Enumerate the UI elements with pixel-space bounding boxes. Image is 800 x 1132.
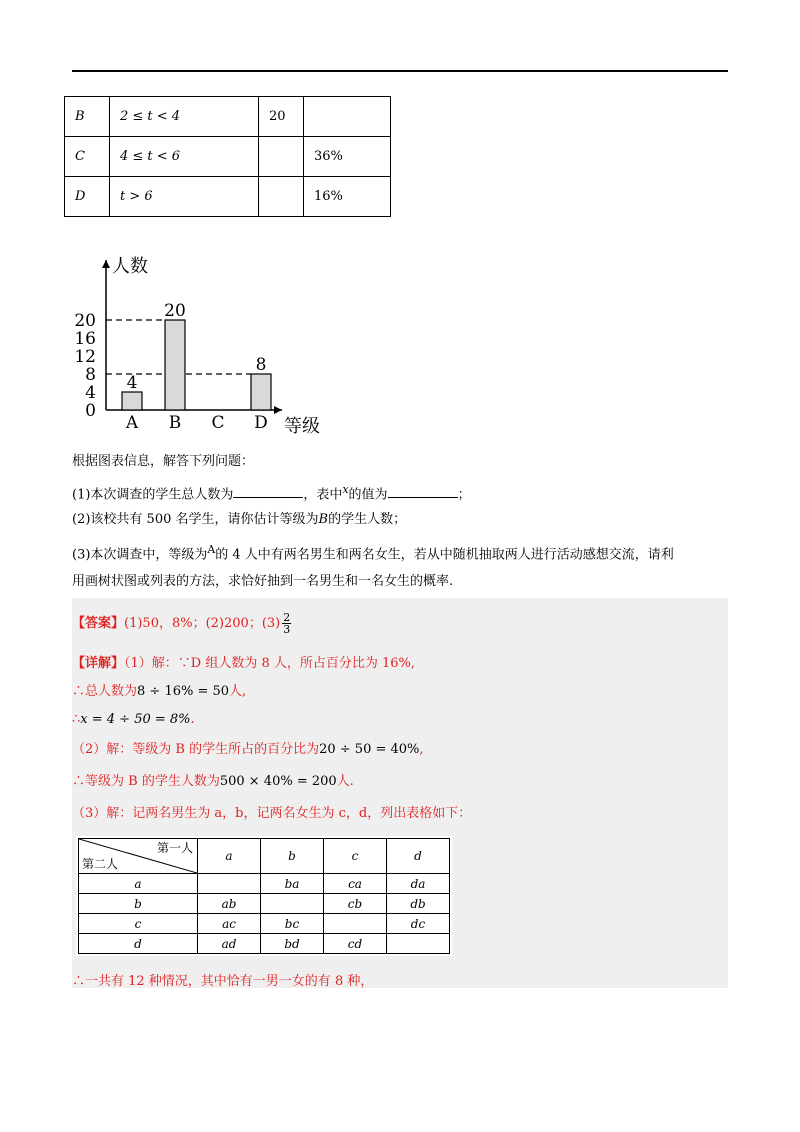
- answer-label: 【答案】: [72, 616, 125, 631]
- table-cell: da: [387, 874, 450, 894]
- question-3: (3)本次调查中，等级为$^A$的 4 人中有两名男生和两名女生，若从中随机抽取两人进行活动感想交流，请利: [72, 543, 674, 563]
- y-axis-arrow: [102, 260, 110, 268]
- percent-cell: 16%: [304, 177, 391, 217]
- grade-cell: C: [65, 137, 110, 177]
- table-cell: [387, 934, 450, 954]
- y-tick-label: 8: [85, 365, 96, 385]
- table-cell: ab: [198, 894, 261, 914]
- question-3-continued: 用画树状图或列表的方法，求恰好抽到一名男生和一名女生的概率.: [72, 574, 454, 589]
- col-header: a: [198, 839, 261, 874]
- table-row: [79, 874, 450, 894]
- col-header: d: [387, 839, 450, 874]
- x-axis-arrow: [274, 406, 282, 414]
- question-1: (1)本次调查的学生总人数为 ，表中$^x$的值为 ；: [72, 483, 471, 503]
- bar: [251, 374, 271, 410]
- y-tick-label: 12: [74, 347, 96, 367]
- y-tick-label: 4: [85, 383, 96, 403]
- row-header: c: [79, 914, 198, 934]
- table-row: [79, 894, 450, 914]
- table-cell: ad: [198, 934, 261, 954]
- table-cell: ac: [198, 914, 261, 934]
- percent-cell: 36%: [304, 137, 391, 177]
- answer-line: 【答案】(1)50，8%；(2)200；(3) $\frac{2}{3}$: [72, 611, 291, 636]
- bar-data-label: 8: [255, 355, 267, 375]
- table-cell: ba: [261, 874, 324, 894]
- answer-fraction: $\frac{2}{3}$: [283, 611, 291, 636]
- table-header-row: [79, 839, 450, 874]
- bar-data-label: 4: [126, 373, 138, 393]
- detail-label: 【详解】: [72, 656, 125, 671]
- row-header: d: [79, 934, 198, 954]
- y-tick-label: 0: [85, 401, 96, 421]
- question-2: (2)该校共有 500 名学生，请你估计等级为B的学生人数；: [72, 512, 407, 527]
- table-cell: [324, 914, 387, 934]
- range-cell: t > 6: [110, 177, 259, 217]
- question-intro: 根据图表信息，解答下列问题：: [72, 454, 255, 469]
- y-tick-label: 20: [74, 311, 96, 331]
- y-axis-title: 人数: [112, 256, 148, 277]
- y-tick-label: 16: [74, 329, 96, 349]
- bar: [122, 392, 142, 410]
- x-tick-label: C: [211, 413, 225, 433]
- col-header: b: [261, 839, 324, 874]
- table-cell: dc: [387, 914, 450, 934]
- table-cell: ca: [324, 874, 387, 894]
- grade-table: [64, 96, 391, 217]
- detail-line-1: 【详解】（1）解：∵D 组人数为 8 人，所占百分比为 16%,: [72, 656, 416, 671]
- detail-line-2: ∴总人数为8 ÷ 16% = 50人,: [72, 684, 247, 699]
- percent-cell: [304, 97, 391, 137]
- table-row: [65, 177, 391, 217]
- detail-line-4: （2）解：等级为 B 的学生所占的百分比为20 ÷ 50 = 40%,: [72, 742, 424, 757]
- diagonal-header-cell: [79, 839, 198, 874]
- count-cell: [259, 137, 304, 177]
- header-first-person: 第一人: [156, 841, 193, 855]
- bar-chart: [70, 248, 340, 438]
- table-cell: bc: [261, 914, 324, 934]
- col-header: c: [324, 839, 387, 874]
- detail-line-6: （3）解：记两名男生为 a，b，记两名女生为 c，d，列出表格如下：: [72, 806, 472, 821]
- table-cell: [261, 894, 324, 914]
- row-header: b: [79, 894, 198, 914]
- x-tick-label: B: [168, 413, 182, 433]
- header-rule: [72, 70, 728, 72]
- table-cell: db: [387, 894, 450, 914]
- table-cell: cd: [324, 934, 387, 954]
- header-second-person: 第二人: [82, 857, 119, 871]
- count-cell: [259, 177, 304, 217]
- detail-line-7: ∴一共有 12 种情况，其中恰有一男一女的有 8 种，: [72, 974, 374, 989]
- table-row: [79, 934, 450, 954]
- table-row: [65, 97, 391, 137]
- range-cell: 2 ≤ t < 4: [110, 97, 259, 137]
- x-axis-title: 等级: [284, 416, 320, 437]
- detail-line-5: ∴等级为 B 的学生人数为500 × 40% = 200人.: [72, 774, 354, 789]
- answer-blank: [233, 483, 303, 498]
- table-cell: [198, 874, 261, 894]
- answer-blank: [388, 483, 458, 498]
- x-tick-label: D: [254, 413, 268, 433]
- x-tick-label: A: [125, 413, 139, 433]
- grade-cell: B: [65, 97, 110, 137]
- detail-line-3: ∴x = 4 ÷ 50 = 8%.: [72, 712, 195, 727]
- table-cell: bd: [261, 934, 324, 954]
- grade-cell: D: [65, 177, 110, 217]
- range-cell: 4 ≤ t < 6: [110, 137, 259, 177]
- bar: [165, 320, 185, 410]
- table-row: [65, 137, 391, 177]
- count-cell: 20: [259, 97, 304, 137]
- combination-table-wrap: [76, 836, 452, 956]
- table-row: [79, 914, 450, 934]
- bar-data-label: 20: [164, 301, 186, 321]
- table-cell: cb: [324, 894, 387, 914]
- combination-table: [78, 838, 450, 954]
- row-header: a: [79, 874, 198, 894]
